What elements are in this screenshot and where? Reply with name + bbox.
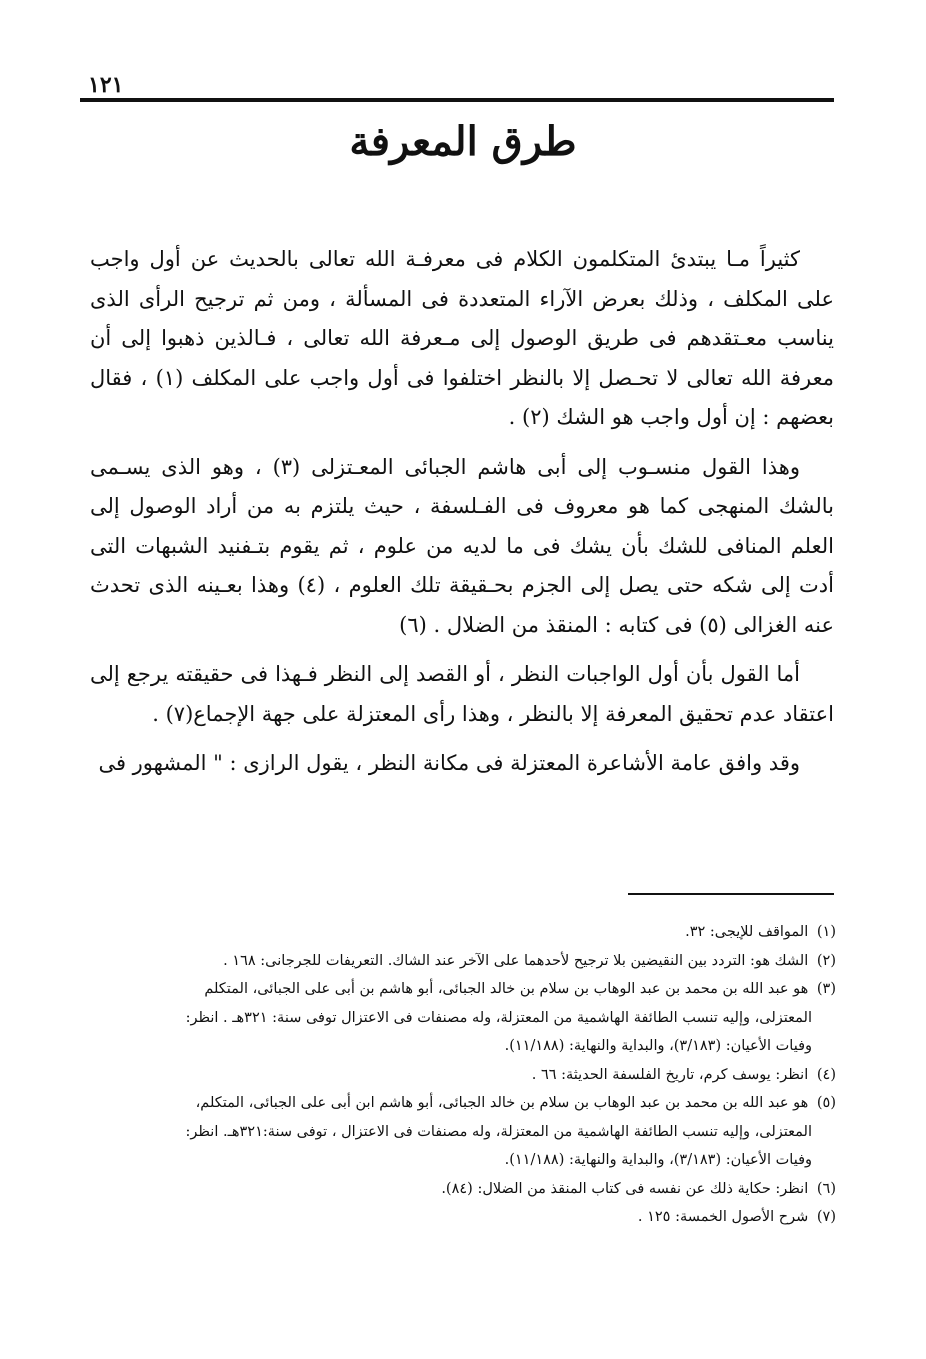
footnote-marker: (١) (816, 924, 836, 940)
footnote (90, 1175, 836, 1204)
footnote-text: الشك هو: التردد بين النقيضين بلا ترجيح لأحدهما على الآخر عند الشاك. التعريفات للجرجانى: ١٦٨ . (223, 952, 809, 969)
page-number: ١٢١ (88, 72, 124, 98)
footnote-text: وفيات الأعيان: (٣/١٨٣)، والبداية والنهاية: (١١/١٨٨). (504, 1152, 812, 1168)
chapter-title: طرق المعرفة (349, 118, 577, 165)
footnote-text: هو عبد الله بن محمد بن عبد الوهاب بن سلام بن خالد الجبائى، أبو هاشم ابن أبى على الجبائى، المتكلم، (195, 1095, 809, 1111)
footnote-text: المواقف للإيجى: ٣٢. (685, 924, 809, 940)
footnote-marker: (٥) (816, 1095, 836, 1111)
footnote-separator (628, 893, 834, 895)
footnote (90, 1203, 836, 1232)
header-rule (80, 98, 834, 102)
footnote-marker: (٧) (816, 1209, 836, 1225)
footnote-text: المعتزلى، وإليه تنسب الطائفة الهاشمية من المعتزلة، وله مصنفات فى الاعتزال توفى سنة: ٣٢١هـ . انظر: (185, 1009, 812, 1026)
footnote-text: انظر: يوسف كرم، تاريخ الفلسفة الحديثة: ٦٦ . (531, 1066, 809, 1083)
paragraph: كثيراً مـا يبتدئ المتكلمون الكلام فى معرفـة الله تعالى بالحديث عن أول واجب على المكلف ، وذلك بعرض الآراء المتعددة فى المسألة ، ومن ثم ترجيح الرأى الذى يناسب معـتقدهم فى طريق الوصول إلى مـعرفة الله تعالى ، فـالذين ذهبوا إلى أن معرفة الله تعالى لا تحـصل إلا بالنظر اختلفوا فى أول واجب على المكلف (١) ، فقال بعضهم : إن أول واجب هو الشك (٢) . (90, 247, 835, 429)
footnote-text: شرح الأصول الخمسة: ١٢٥ . (637, 1209, 809, 1225)
footnote (90, 1061, 836, 1090)
footnotes (90, 918, 836, 1232)
footnote-marker: (٢) (816, 952, 836, 969)
footnote-text: المعتزلى، وإليه تنسب الطائفة الهاشمية من المعتزلة، وله مصنفات فى الاعتزال ، توفى سنة:٣٢١هـ. انظر: (185, 1123, 812, 1140)
footnote-marker: (٦) (816, 1180, 836, 1197)
footnote-text: هو عبد الله بن محمد بن عبد الوهاب بن سلام بن خالد الجبائى، أبو هاشم بن أبى على الجبائى، المتكلم (204, 981, 809, 997)
footnote-marker: (٣) (816, 981, 836, 997)
footnote-text: وفيات الأعيان: (٣/١٨٣)، والبداية والنهاية: (١١/١٨٨). (504, 1038, 812, 1054)
paragraph: أما القول بأن أول الواجبات النظر ، أو القصد إلى النظر فـهذا فى حقيقته يرجع إلى اعتقاد عدم تحقيق المعرفة إلا بالنظر ، وهذا رأى المعتزلة على جهة الإجماع(٧) . (90, 662, 834, 726)
footnote (90, 947, 836, 976)
paragraph: وهذا القول منسـوب إلى أبى هاشم الجبائى المعـتزلى (٣) ، وهو الذى يسـمى بالشك المنهجى كما هو معروف فى الفـلسفة ، حيث يلتزم به من أراد الوصول إلى العلم المنافى للشك بأن يشك فى ما لديه من علوم ، ثم يقوم بتـفنيد الشبهات التى أدت إلى شكه حتى يصل إلى الجزم بحـقيقة تلك العلوم ، (٤) وهذا بعـينه الذى تحدث عنه الغزالى (٥) فى كتابه : المنقذ من الضلال . (٦) (90, 454, 834, 637)
paragraph: وقد وافق عامة الأشاعرة المعتزلة فى مكانة النظر ، يقول الرازى : " المشهور فى (98, 751, 800, 775)
footnote (90, 975, 836, 1061)
footnote (90, 918, 836, 947)
footnote-text: انظر: حكاية ذلك عن نفسه فى كتاب المنقذ من الضلال: (٨٤). (441, 1180, 809, 1197)
footnote-marker: (٤) (816, 1066, 836, 1083)
footnote (90, 1089, 836, 1175)
body-text (90, 240, 834, 794)
